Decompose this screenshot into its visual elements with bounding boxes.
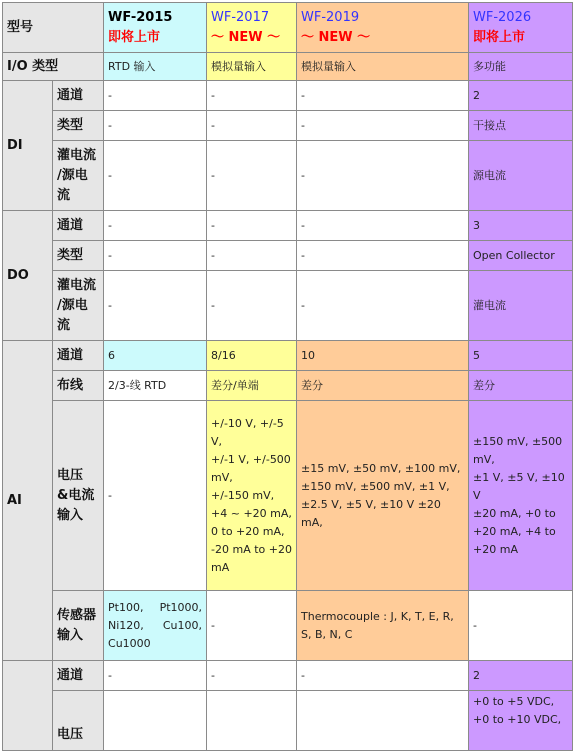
- cell: 2/3-线 RTD: [104, 371, 207, 401]
- cell: ±15 mV, ±50 mV, ±100 mV, ±150 mV, ±500 mV, ±1 V, ±2.5 V, ±5 V, ±10 V ±20 mA,: [297, 401, 469, 591]
- io-type-value: 多功能: [469, 53, 573, 81]
- cell: -: [207, 141, 297, 211]
- cell: Open Collector: [469, 241, 573, 271]
- cell: [207, 691, 297, 751]
- cell: -: [207, 661, 297, 691]
- io-type-value: RTD 输入: [104, 53, 207, 81]
- cell: 灌电流: [469, 271, 573, 341]
- row-label-sink-source: 灌电流 /源电流: [53, 271, 104, 341]
- cell: Thermocouple : J, K, T, E, R, S, B, N, C: [297, 591, 469, 661]
- cell: -: [207, 591, 297, 661]
- cell: [104, 691, 207, 751]
- cell: 差分: [469, 371, 573, 401]
- cell: 8/16: [207, 341, 297, 371]
- cell: -: [104, 401, 207, 591]
- cell: +0 to +5 VDC, +0 to +10 VDC,: [469, 691, 573, 751]
- cell: -: [104, 81, 207, 111]
- group-ai: AI: [3, 341, 53, 661]
- ai-voltage-current-row: [3, 401, 573, 591]
- cell: ±150 mV, ±500 mV, ±1 V, ±5 V, ±10 V ±20 mA, +0 to +20 mA, +4 to +20 mA: [469, 401, 573, 591]
- model-name: WF-2019: [301, 9, 360, 25]
- do-sink-source-row: [3, 271, 573, 341]
- row-label-channel: 通道: [53, 211, 104, 241]
- ai-channel-row: [3, 341, 573, 371]
- model-status: 即将上市: [473, 29, 526, 45]
- row-label-voltage-current: 电压 &电流 输入: [53, 401, 104, 591]
- cell: 差分: [297, 371, 469, 401]
- cell: -: [207, 81, 297, 111]
- di-type-row: [3, 111, 573, 141]
- cell: -: [207, 111, 297, 141]
- ai-wiring-row: [3, 371, 573, 401]
- cell: -: [297, 661, 469, 691]
- model-status: ～ NEW ～: [211, 29, 281, 45]
- cell: [297, 691, 469, 751]
- cell: -: [297, 111, 469, 141]
- cell: +/-10 V, +/-5 V, +/-1 V, +/-500 mV, +/-150 mV, +4 ~ +20 mA, 0 to +20 mA, -20 mA to +20 mA: [207, 401, 297, 591]
- cell: -: [297, 141, 469, 211]
- cell: -: [207, 271, 297, 341]
- row-label-channel: 通道: [53, 81, 104, 111]
- ai-sensor-row: [3, 591, 573, 661]
- cell: Pt100, Pt1000, Ni120, Cu100, Cu1000: [104, 591, 207, 661]
- cell: 干接点: [469, 111, 573, 141]
- row-label-sensor: 传感器 输入: [53, 591, 104, 661]
- row-label-wiring: 布线: [53, 371, 104, 401]
- model-wf2015: [104, 3, 207, 53]
- di-channel-row: [3, 81, 573, 111]
- cell: 6: [104, 341, 207, 371]
- row-label-voltage-partial: 电压: [53, 691, 104, 751]
- cell: 2: [469, 81, 573, 111]
- model-status: 即将上市: [108, 29, 161, 45]
- cell: -: [104, 241, 207, 271]
- cell: -: [469, 591, 573, 661]
- cell: 3: [469, 211, 573, 241]
- cell: 源电流: [469, 141, 573, 211]
- io-type-label: I/O 类型: [3, 53, 104, 81]
- model-wf2017: [207, 3, 297, 53]
- header-row: [3, 3, 573, 53]
- cell: -: [207, 241, 297, 271]
- cell: -: [104, 271, 207, 341]
- model-name: WF-2015: [108, 9, 173, 25]
- model-label: 型号: [3, 3, 104, 53]
- row-label-channel: 通道: [53, 661, 104, 691]
- row-label-type: 类型: [53, 111, 104, 141]
- cell: 2: [469, 661, 573, 691]
- spec-table: [2, 2, 573, 751]
- ao-voltage-row: [3, 691, 573, 751]
- cell: -: [297, 211, 469, 241]
- group-ao: [3, 661, 53, 751]
- cell: -: [104, 211, 207, 241]
- cell: 5: [469, 341, 573, 371]
- row-label-sink-source: 灌电流 /源电流: [53, 141, 104, 211]
- io-type-value: 模拟量输入: [207, 53, 297, 81]
- cell: 10: [297, 341, 469, 371]
- group-do: DO: [3, 211, 53, 341]
- cell: -: [207, 211, 297, 241]
- model-name: WF-2026: [473, 9, 532, 25]
- do-type-row: [3, 241, 573, 271]
- group-di: DI: [3, 81, 53, 211]
- model-status: ～ NEW ～: [301, 29, 371, 45]
- io-type-value: 模拟量输入: [297, 53, 469, 81]
- row-label-channel: 通道: [53, 341, 104, 371]
- model-wf2026: [469, 3, 573, 53]
- cell: 差分/单端: [207, 371, 297, 401]
- row-label-type: 类型: [53, 241, 104, 271]
- model-name: WF-2017: [211, 9, 270, 25]
- cell: -: [297, 241, 469, 271]
- cell: -: [104, 661, 207, 691]
- cell: -: [104, 141, 207, 211]
- do-channel-row: [3, 211, 573, 241]
- di-sink-source-row: [3, 141, 573, 211]
- ao-channel-row: [3, 661, 573, 691]
- model-wf2019: [297, 3, 469, 53]
- cell: -: [104, 111, 207, 141]
- cell: -: [297, 271, 469, 341]
- io-type-row: [3, 53, 573, 81]
- cell: -: [297, 81, 469, 111]
